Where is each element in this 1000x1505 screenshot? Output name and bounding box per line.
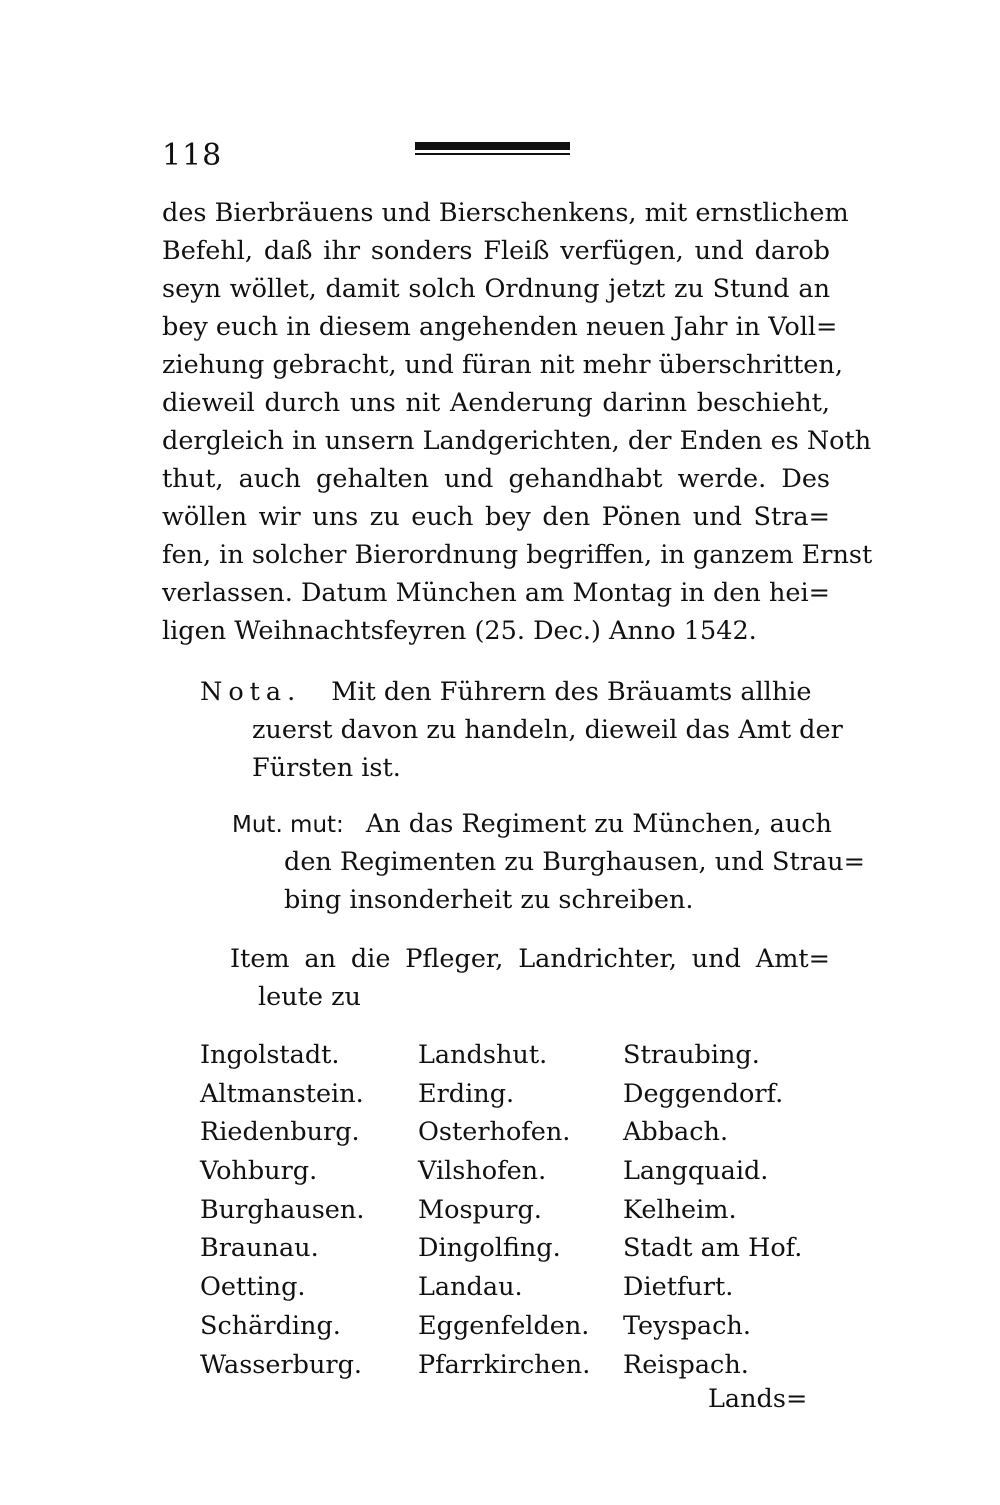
place-name: Schärding. [200, 1310, 341, 1341]
mutmut-line: An das Regiment zu München, auch [365, 809, 832, 839]
page-number: 118 [162, 138, 223, 173]
body-line: ziehung gebracht, und füran nit mehr überschritten, [162, 350, 843, 380]
places-list [200, 1036, 820, 1384]
body-line: bey euch in diesem angehenden neuen Jahr in Voll= [162, 312, 838, 342]
place-name: Altmanstein. [200, 1078, 364, 1109]
places-column-1 [200, 1036, 418, 1384]
place-name: Straubing. [623, 1040, 760, 1070]
place-name: Pfarrkirchen. [418, 1349, 591, 1380]
place-name: Eggenfelden. [418, 1310, 590, 1341]
body-line: fen, in solcher Bierordnung begriffen, in ganzem Ernst [162, 540, 873, 570]
place-name: Burghausen. [200, 1194, 365, 1225]
body-paragraph [162, 194, 873, 650]
mutmut-first-line [232, 805, 837, 843]
place-name: Landshut. [418, 1040, 548, 1070]
body-line: dergleich in unsern Landgerichten, der Enden es Noth [162, 426, 872, 456]
mutmut-line: bing insonderheit zu schreiben. [284, 885, 694, 915]
place-name: Ingolstadt. [200, 1040, 340, 1070]
place-name: Osterhofen. [418, 1117, 571, 1148]
place-name: Mospurg. [418, 1194, 542, 1225]
place-name: Oetting. [200, 1272, 306, 1303]
places-column-3 [623, 1036, 820, 1384]
place-name: Vohburg. [200, 1156, 318, 1187]
item-line: leute zu [258, 982, 361, 1012]
place-name: Braunau. [200, 1233, 319, 1264]
place-name: Erding. [418, 1078, 515, 1109]
nota-note [200, 673, 843, 787]
place-name: Abbach. [623, 1117, 729, 1148]
header-rule [415, 142, 570, 155]
nota-first-line [200, 673, 835, 711]
place-name: Wasserburg. [200, 1349, 363, 1380]
places-column-2 [418, 1036, 623, 1384]
body-line: dieweil durch uns nit Aenderung darinn beschieht, [162, 388, 830, 418]
nota-label: Nota. [200, 677, 302, 707]
body-line: wöllen wir uns zu euch bey den Pönen und Stra= [162, 502, 830, 532]
body-line: thut, auch gehalten und gehandhabt werde. Des [162, 464, 830, 494]
item-heading [230, 940, 830, 1016]
header-rule-thick [415, 142, 570, 150]
place-name: Dingolfing. [418, 1233, 561, 1264]
body-line: Befehl, daß ihr sonders Fleiß verfügen, und darob [162, 236, 830, 266]
body-line: des Bierbräuens und Bierschenkens, mit ernstlichem [162, 198, 849, 228]
place-name: Kelheim. [623, 1194, 737, 1225]
body-line: seyn wöllet, damit solch Ordnung jetzt zu Stund an [162, 274, 830, 304]
place-name: Langquaid. [623, 1156, 769, 1187]
mutmut-line: den Regimenten zu Burghausen, und Strau= [284, 847, 865, 877]
nota-line: Fürsten ist. [252, 753, 401, 783]
place-name: Landau. [418, 1272, 523, 1303]
place-name: Teyspach. [623, 1310, 751, 1341]
body-line: verlassen. Datum München am Montag in den hei= [162, 578, 830, 608]
nota-line: Mit den Führern des Bräuamts allhie [331, 677, 812, 707]
body-line: ligen Weihnachtsfeyren (25. Dec.) Anno 1542. [162, 616, 757, 646]
mutmut-label: Mut. mut: [232, 812, 344, 838]
place-name: Reispach. [623, 1349, 749, 1380]
place-name: Vilshofen. [418, 1156, 547, 1187]
place-name: Riedenburg. [200, 1117, 360, 1148]
place-name: Deggendorf. [623, 1078, 784, 1109]
mutmut-note [232, 805, 865, 919]
catchword: Lands= [708, 1384, 808, 1414]
item-line: Item an die Pfleger, Landrichter, und Amt= [230, 944, 830, 974]
place-name: Stadt am Hof. [623, 1233, 803, 1264]
nota-line: zuerst davon zu handeln, dieweil das Amt der [252, 715, 843, 745]
header-rule-thin [415, 153, 570, 155]
place-name: Dietfurt. [623, 1272, 734, 1303]
